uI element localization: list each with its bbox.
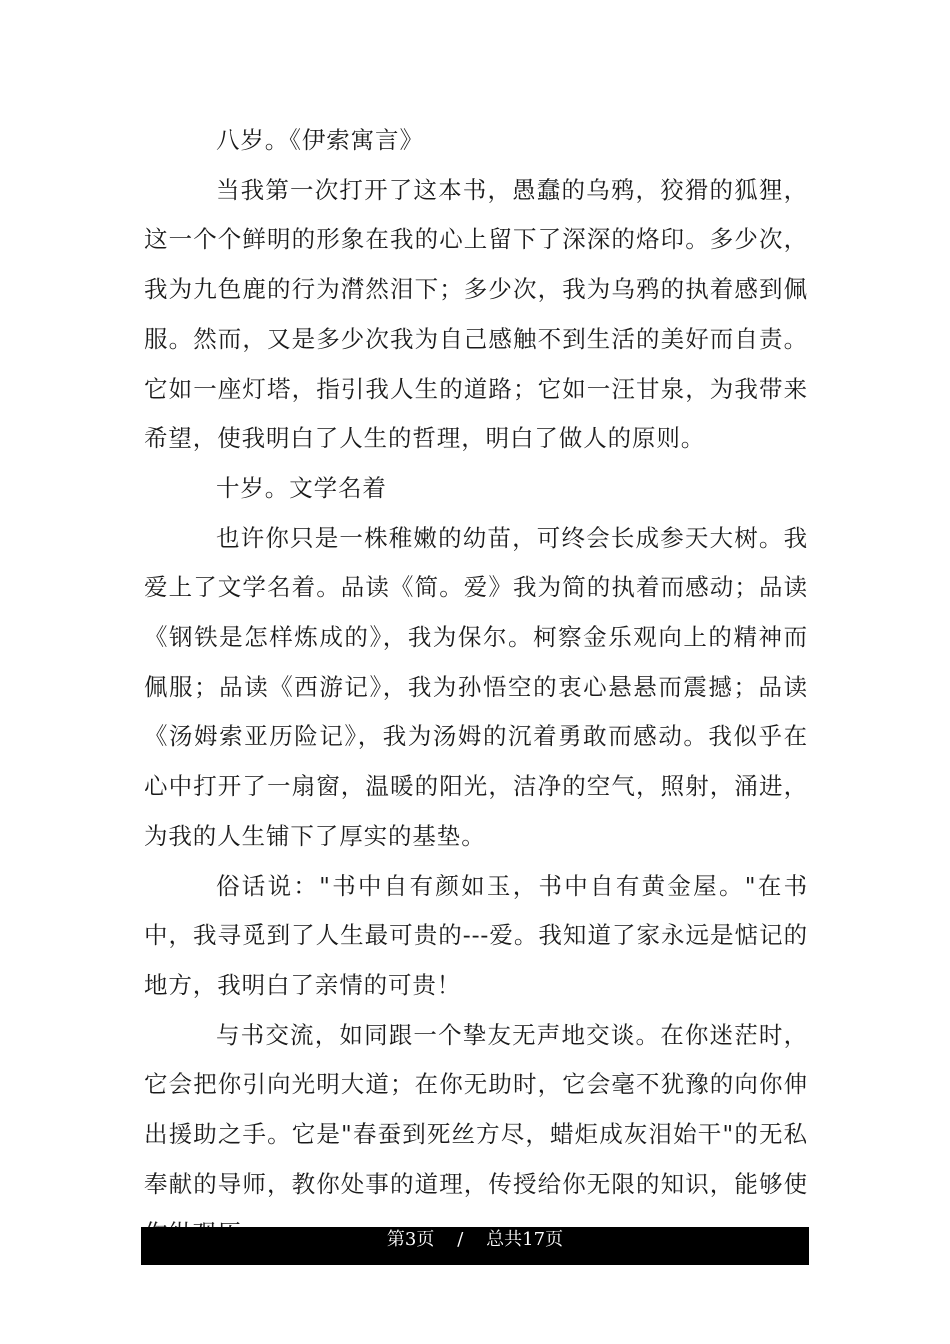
paragraph-proverb: 俗话说："书中自有颜如玉，书中自有黄金屋。"在书中，我寻觅到了人生最可贵的---爱。我知道了家永远是惦记的地方，我明白了亲情的可贵！ [144,871,808,999]
paragraph-aesop-fables: 当我第一次打开了这本书，愚蠢的乌鸦，狡猾的狐狸，这一个个鲜明的形象在我的心上留下了深深的烙印。多少次，我为九色鹿的行为潸然泪下；多少次，我为乌鸦的执着感到佩服。然而，又是多少次我为自己感触不到生活的美好而自责。它如一座灯塔，指引我人生的道路；它如一汪甘泉，为我带来希望，使我明白了人生的哲理，明白了做人的原则。 [144,175,808,453]
document-body [144,116,808,1259]
paragraph-heading-age-eight: 八岁。《伊索寓言》 [216,126,424,154]
page-footer-bar [141,1227,809,1265]
page-number-label: 第3页 / 总共17页 [386,1229,564,1250]
paragraph-book-friend: 与书交流，如同跟一个挚友无声地交谈。在你迷茫时，它会把你引向光明大道；在你无助时，它会毫不犹豫的向你伸出援助之手。它是"春蚕到死丝方尽，蜡炬成灰泪始干"的无私奉献的导师，教你处事的道理，传授给你无限的知识，能够使 [144,1020,808,1198]
paragraph-heading-age-ten: 十岁。文学名着 [216,473,387,502]
paragraph-literary-classics: 也许你只是一株稚嫩的幼苗，可终会长成参天大树。我爱上了文学名着。品读《简。爱》我为简的执着而感动；品读《钢铁是怎样炼成的》，我为保尔。柯察金乐观向上的精神而佩服；品读《西游记》，我为孙悟空的衷心悬悬而震撼；品读《汤姆索亚历险记》，我为汤姆的沉着勇敢而感动。我似乎在心中打开了一扇窗，温暖的阳光，洁净的空气，照射，涌进，为我的人生铺下了厚实的基垫。 [144,523,808,850]
